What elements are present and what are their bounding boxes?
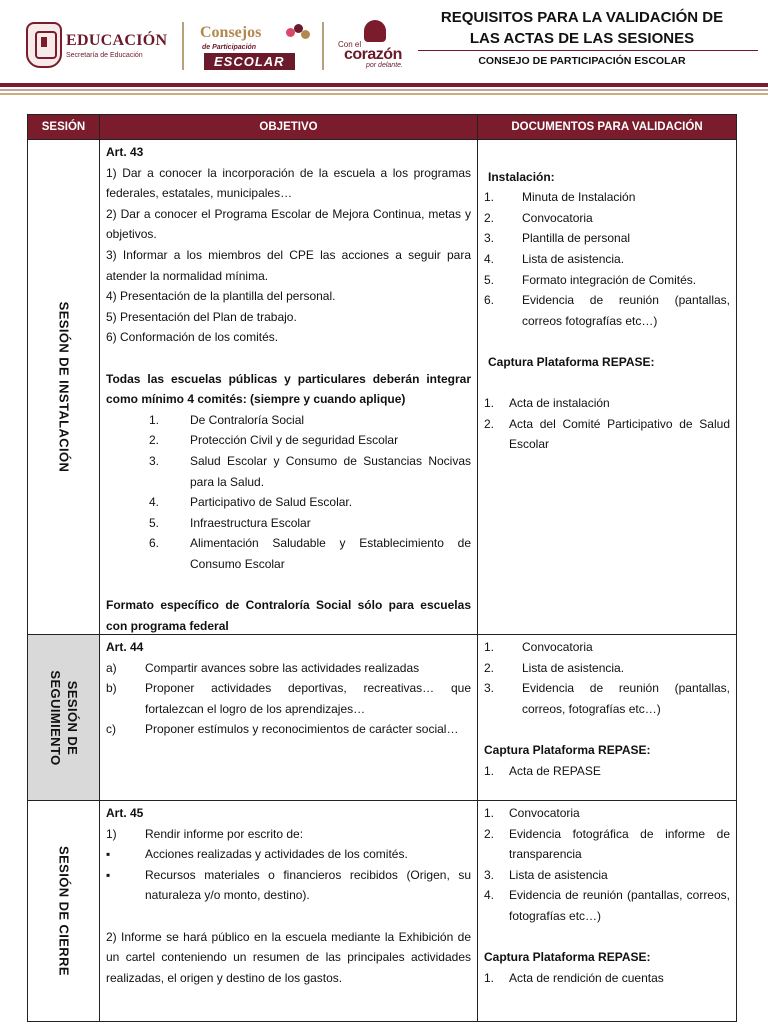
objective-cell — [100, 801, 478, 1021]
list-item: 2. Convocatoria — [484, 210, 593, 225]
list-item: 1. Acta de instalación — [484, 396, 610, 411]
header-session: SESIÓN — [28, 115, 100, 139]
list-item: a) Compartir avances sobre las actividades realizadas — [106, 660, 420, 675]
corazon-logo-bottom: por delante. — [366, 62, 403, 69]
requirements-table — [27, 114, 737, 1022]
objective-item: 3) Informar a los miembros del CPE las acciones a seguir para atender la normalidad mínima. — [106, 247, 471, 283]
documents-cell — [478, 140, 736, 634]
list-item: 5. Infraestructura Escolar — [149, 515, 311, 530]
session-label-instalacion: SESIÓN DE INSTALACIÓN — [56, 301, 71, 473]
objective-item: 2) Informe se hará público en la escuela mediante la Exhibición de un cartel conteniendo un resumen de las principales actividades realizadas, el origen y destino de los gastos. — [106, 929, 471, 985]
list-item: 2. Acta del Comité Participativo de Salud Escolar — [484, 416, 730, 452]
documents-cell — [478, 635, 736, 800]
article-label: Art. 44 — [106, 640, 144, 654]
education-logo — [26, 22, 176, 70]
list-item: 3. Evidencia de reunión (pantallas, correos, fotografías etc…) — [484, 681, 730, 716]
list-item: 1) Rendir informe por escrito de: — [106, 826, 304, 841]
header-band-gold — [0, 93, 768, 95]
list-item: ▪ Recursos materiales o financieros recibidos (Origen, su naturaleza y/o monto, destino). — [106, 867, 471, 903]
education-logo-subtitle: Secretaría de Educación — [66, 52, 143, 59]
document-subtitle: CONSEJO DE PARTICIPACIÓN ESCOLAR — [478, 55, 686, 67]
documents-heading: Instalación: — [488, 169, 555, 184]
list-item: 1. Acta de rendición de cuentas — [484, 970, 664, 985]
objective-item: 4) Presentación de la plantilla del personal. — [106, 289, 336, 304]
document-title-line2: LAS ACTAS DE LAS SESIONES — [469, 30, 695, 47]
header-documents: DOCUMENTOS PARA VALIDACIÓN — [511, 121, 703, 133]
list-item: 1. Acta de REPASE — [484, 763, 601, 778]
objective-item: 5) Presentación del Plan de trabajo. — [106, 309, 297, 324]
list-item: 4. Evidencia de reunión (pantallas, correos, fotografías etc…) — [484, 888, 730, 923]
list-item: 2. Protección Civil y de seguridad Escolar — [149, 433, 399, 448]
objective-cell — [100, 140, 478, 634]
list-item: 3. Plantilla de personal — [484, 231, 631, 246]
session-label-seguimiento: SESIÓN DE SEGUIMIENTO — [47, 669, 80, 766]
table-row-seguimiento — [28, 634, 736, 800]
list-item: 6. Alimentación Saludable y Establecimiento de Consumo Escolar — [149, 536, 471, 571]
repase-heading: Captura Plataforma REPASE: — [488, 354, 655, 369]
list-item: 3. Salud Escolar y Consumo de Sustancias Nocivas para la Salud. — [149, 453, 471, 489]
title-rule — [418, 50, 758, 51]
article-label: Art. 45 — [106, 806, 144, 820]
list-item: 1. Convocatoria — [484, 640, 593, 654]
logo-divider — [182, 22, 184, 70]
objective-footer-note: Formato específico de Contraloría Social sólo para escuelas con programa federal — [106, 598, 471, 633]
consejos-logo — [198, 24, 310, 70]
objective-item: 6) Conformación de los comités. — [106, 330, 279, 345]
list-item: 2. Evidencia fotográfica de informe de transparencia — [484, 826, 730, 862]
session-cell — [28, 140, 100, 634]
documents-cell — [478, 801, 736, 1021]
list-item: 3. Lista de asistencia — [484, 867, 608, 882]
corazon-logo-top: Con el — [338, 40, 362, 49]
article-label: Art. 43 — [106, 145, 144, 159]
document-title — [412, 7, 752, 49]
repase-heading: Captura Plataforma REPASE: — [484, 742, 651, 757]
list-item: 1. De Contraloría Social — [149, 412, 305, 427]
header-objective: OBJETIVO — [100, 115, 478, 139]
state-seal-icon — [26, 22, 62, 68]
table-row-cierre — [28, 800, 736, 1021]
heart-icon — [364, 20, 386, 42]
repase-heading: Captura Plataforma REPASE: — [484, 950, 651, 965]
session-cell — [28, 635, 100, 800]
list-item: ▪ Acciones realizadas y actividades de los comités. — [106, 847, 408, 862]
table-header-row — [28, 115, 736, 139]
children-icon — [286, 24, 310, 46]
list-item: 2. Lista de asistencia. — [484, 660, 625, 675]
consejos-logo-word: Consejos — [200, 24, 262, 41]
session-label-cierre: SESIÓN DE CIERRE — [56, 846, 71, 976]
committees-intro: Todas las escuelas públicas y particulares deberán integrar como mínimo 4 comités: (siempre y cuando aplique) — [106, 371, 471, 407]
logo-divider — [322, 22, 324, 70]
objective-cell — [100, 635, 478, 800]
document-title-line1: REQUISITOS PARA LA VALIDACIÓN DE — [440, 9, 724, 26]
list-item: 6. Evidencia de reunión (pantallas, correos fotografías etc…) — [484, 293, 730, 328]
objective-item: 2) Dar a conocer el Programa Escolar de Mejora Continua, metas y objetivos. — [106, 206, 471, 242]
consejos-logo-sub: de Participación — [202, 44, 257, 51]
committee-list — [106, 410, 471, 575]
list-item: 1. Minuta de Instalación — [484, 190, 636, 205]
corazon-logo — [338, 20, 410, 70]
session-cell — [28, 801, 100, 1021]
table-row-instalacion — [28, 139, 736, 634]
header-band-pink — [0, 89, 768, 91]
page-header — [0, 0, 768, 80]
list-item: 4. Lista de asistencia. — [484, 251, 625, 266]
objective-item: 1) Dar a conocer la incorporación de la escuela a los programas federales, estatales, municipales… — [106, 165, 471, 201]
education-logo-title: EDUCACIÓN — [66, 32, 168, 49]
header-band-maroon — [0, 83, 768, 87]
corazon-logo-word: corazón — [344, 46, 402, 63]
list-item: b) Proponer actividades deportivas, recreativas… que fortalezcan el logro de los aprendizajes… — [106, 681, 471, 716]
list-item: 1. Convocatoria — [484, 806, 580, 820]
list-item: 4. Participativo de Salud Escolar. — [149, 495, 353, 510]
list-item: c) Proponer estímulos y reconocimientos de carácter social… — [106, 722, 459, 737]
consejos-logo-band: ESCOLAR — [204, 53, 295, 70]
list-item: 5. Formato integración de Comités. — [484, 272, 697, 287]
